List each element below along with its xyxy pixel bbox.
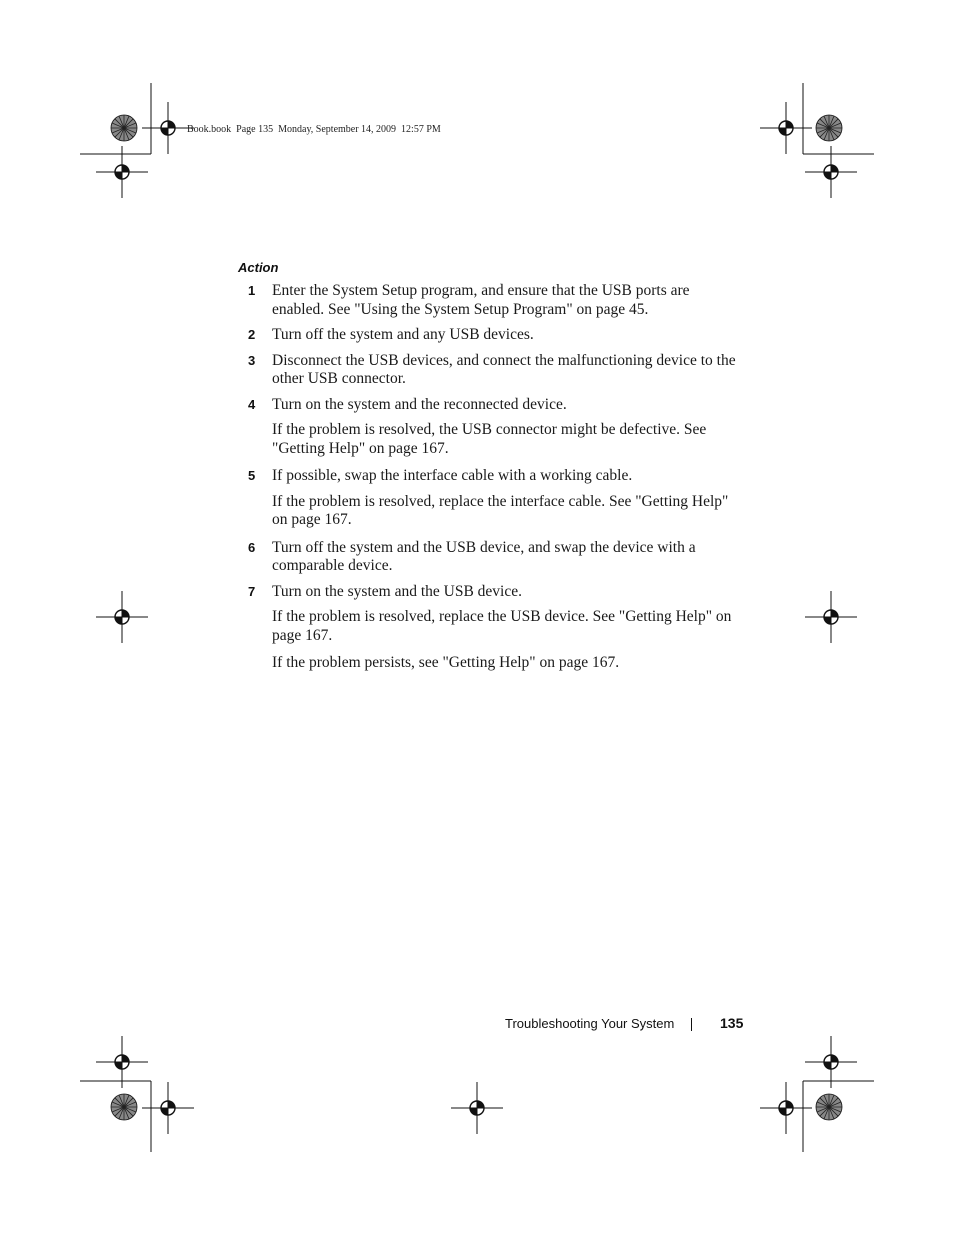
- footer-divider: [691, 1018, 692, 1031]
- page-number: 135: [720, 1015, 744, 1031]
- list-item: [248, 539, 738, 576]
- list-item: [248, 467, 738, 486]
- registration-mark-icon: [805, 591, 857, 643]
- list-item: [248, 352, 738, 389]
- color-calibration-icon: [111, 1094, 137, 1120]
- list-item: [248, 583, 738, 602]
- color-calibration-icon: [816, 115, 842, 141]
- step-text: Disconnect the USB devices, and connect the malfunctioning device to the other USB connector.: [272, 351, 736, 387]
- step-number: 2: [248, 327, 256, 342]
- registration-mark-icon: [142, 1082, 194, 1134]
- list-item: [248, 326, 738, 345]
- footer-section-title: Troubleshooting Your System: [505, 1016, 675, 1031]
- step-note: If the problem is resolved, replace the USB device. See "Getting Help" on page 167.: [272, 608, 732, 644]
- procedure-list: [248, 282, 738, 682]
- registration-mark-icon: [451, 1082, 503, 1134]
- section-heading: Action: [238, 260, 279, 275]
- registration-mark-icon: [96, 591, 148, 643]
- step-number: 7: [248, 583, 256, 599]
- step-text: Turn off the system and the USB device, and swap the device with a comparable device.: [272, 538, 696, 574]
- registration-mark-icon: [96, 1036, 148, 1088]
- step-number: 5: [248, 468, 256, 483]
- list-item: [248, 282, 738, 319]
- step-text: Turn on the system and the reconnected device.: [272, 395, 567, 413]
- step-note: If the problem is resolved, the USB connector might be defective. See "Getting Help" on page 167.: [272, 421, 707, 457]
- color-calibration-icon: [111, 115, 137, 141]
- step-number: 1: [248, 283, 256, 298]
- step-number: 4: [248, 396, 256, 412]
- step-note: If the problem is resolved, replace the interface cable. See "Getting Help" on page 167.: [272, 492, 729, 528]
- registration-mark-icon: [805, 1036, 857, 1088]
- registration-mark-icon: [760, 102, 812, 154]
- step-number: 6: [248, 539, 256, 555]
- color-calibration-icon: [816, 1094, 842, 1120]
- step-text: If possible, swap the interface cable with a working cable.: [272, 467, 633, 484]
- step-text: Enter the System Setup program, and ensure that the USB ports are enabled. See "Using the System Setup Program" on page 45.: [272, 282, 690, 318]
- step-text: Turn on the system and the USB device.: [272, 582, 522, 600]
- step-text: Turn off the system and any USB devices.: [272, 326, 534, 343]
- print-header: Book.book Page 135 Monday, September 14, 2009 12:57 PM: [187, 124, 441, 135]
- step-note: If the problem persists, see "Getting Help" on page 167.: [272, 654, 620, 671]
- registration-mark-icon: [760, 1082, 812, 1134]
- step-number: 3: [248, 352, 256, 368]
- list-item: [248, 396, 738, 415]
